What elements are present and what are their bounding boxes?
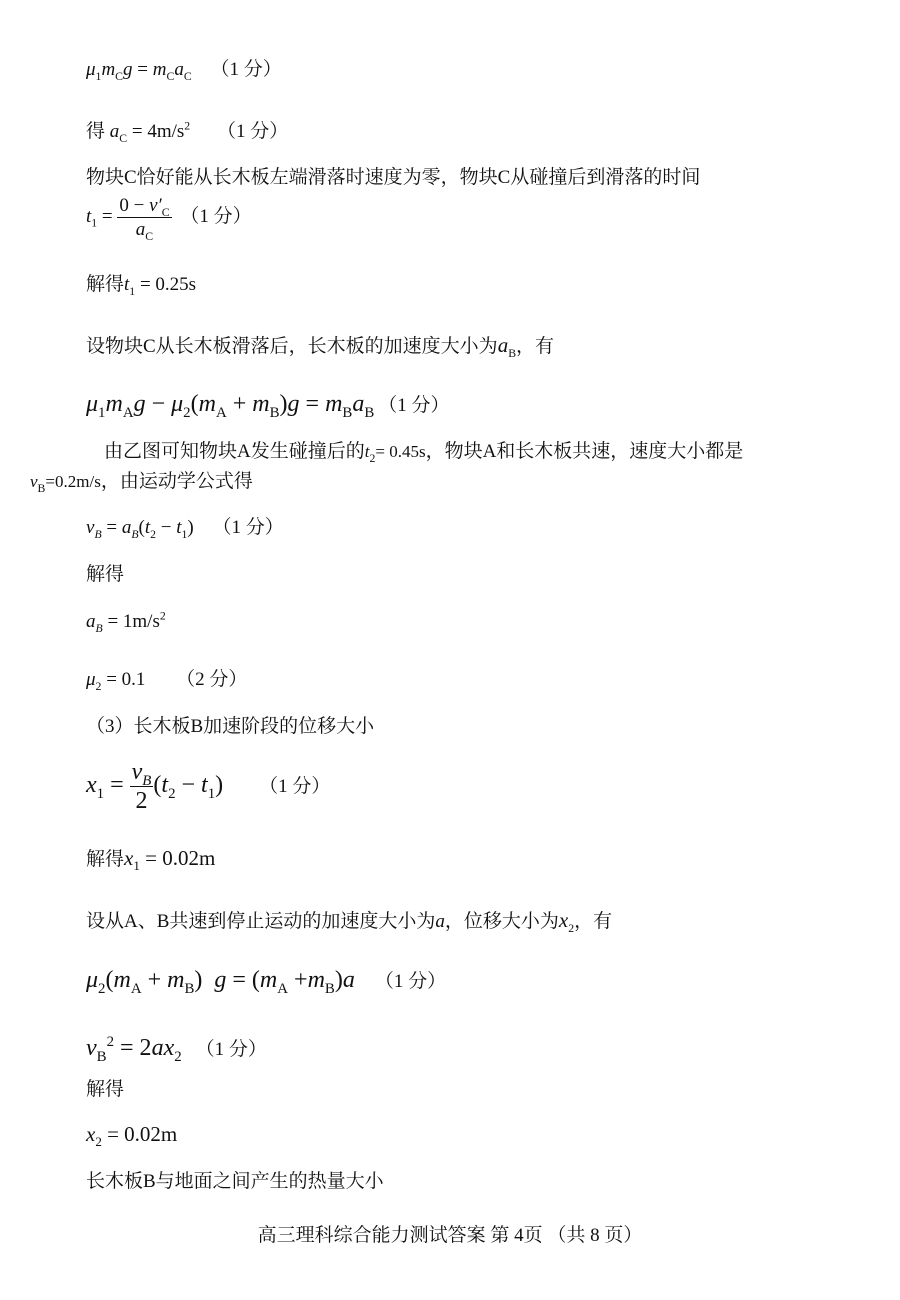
score-label: （1 分） (212, 517, 284, 538)
text-paragraph: 设从A、B共速到停止运动的加速度大小为a，位移大小为$x_2$，有 (86, 908, 613, 935)
score-label: （1 分） (210, 59, 282, 80)
section-heading: （3）长木板B加速阶段的位移大小 (86, 716, 375, 737)
text-solve: 解得 (86, 564, 125, 585)
text-solve: 解得 (86, 1079, 125, 1100)
result-mu2: $\mu_2 = 0.1$ （2 分） (86, 669, 248, 693)
text-paragraph: $v_B=0.2m/s$，由运动学公式得 (30, 471, 253, 495)
score-label: （1 分） (195, 1039, 267, 1060)
result-t1: 解得$t_1 = 0.25s$ (86, 274, 197, 298)
equation-friction-c: $\mu_1m_Cg = m_Ca_C$ （1 分） (86, 59, 282, 83)
text-paragraph: 设物块C从长木板滑落后，长木板的加速度大小为$a_B$，有 (86, 333, 555, 360)
score-label: （1 分） (374, 971, 447, 992)
score-label: （1 分） (216, 121, 289, 142)
result-x1: 解得$x_1 = 0.02m$ (86, 846, 216, 874)
equation-vb: $v_B = a_B(t_2 - t_1)$ （1 分） (86, 517, 284, 541)
text-paragraph: 由乙图可知物块A发生碰撞后的$t_2= 0.45s$，物块A和长木板共速，速度大小都是 (104, 441, 744, 465)
score-label: （1 分） (180, 205, 252, 227)
equation-vb-squared: $v_B^2 = 2ax_2$ （1 分） (86, 1034, 267, 1065)
fraction: $\frac{0 - v'_C}{a_C}$ (119, 195, 170, 243)
result-x2: $x_2 = 0.02m$ (86, 1122, 178, 1150)
text-paragraph: 长木板B与地面之间产生的热量大小 (86, 1171, 384, 1192)
equation-board-acceleration: $\mu_1m_Ag - \mu_2(m_A + m_B)g = m_Ba_B$ （1 分） (86, 391, 450, 421)
score-label: （2 分） (176, 669, 248, 690)
fraction: $\frac{v_B}{2}$ (131, 759, 152, 814)
score-label: （1 分） (378, 395, 450, 416)
result-ab: $a_B = 1m/s^2$ (86, 609, 166, 635)
text-paragraph: 物块C恰好能从长木板左端滑落时速度为零，物块C从碰撞后到滑落的时间 (86, 167, 701, 188)
result-ac: 得 $a_C = 4m/s^2$ （1 分） (86, 119, 289, 145)
equation-deceleration: $\mu_2(m_A + m_B) g = (m_A +m_B)a$ （1 分） (86, 967, 447, 997)
page-footer: 高三理科综合能力测试答案 第 4页 （共 8 页） (257, 1225, 643, 1246)
equation-x1: $x_1$ = $\frac{v_B}{2}$ $(t_2 - t_1)$ （1 分） (86, 759, 331, 814)
equation-t1: $t_1$ = $\frac{0 - v'_C}{a_C}$ （1 分） (86, 195, 252, 243)
score-label: （1 分） (259, 776, 331, 798)
